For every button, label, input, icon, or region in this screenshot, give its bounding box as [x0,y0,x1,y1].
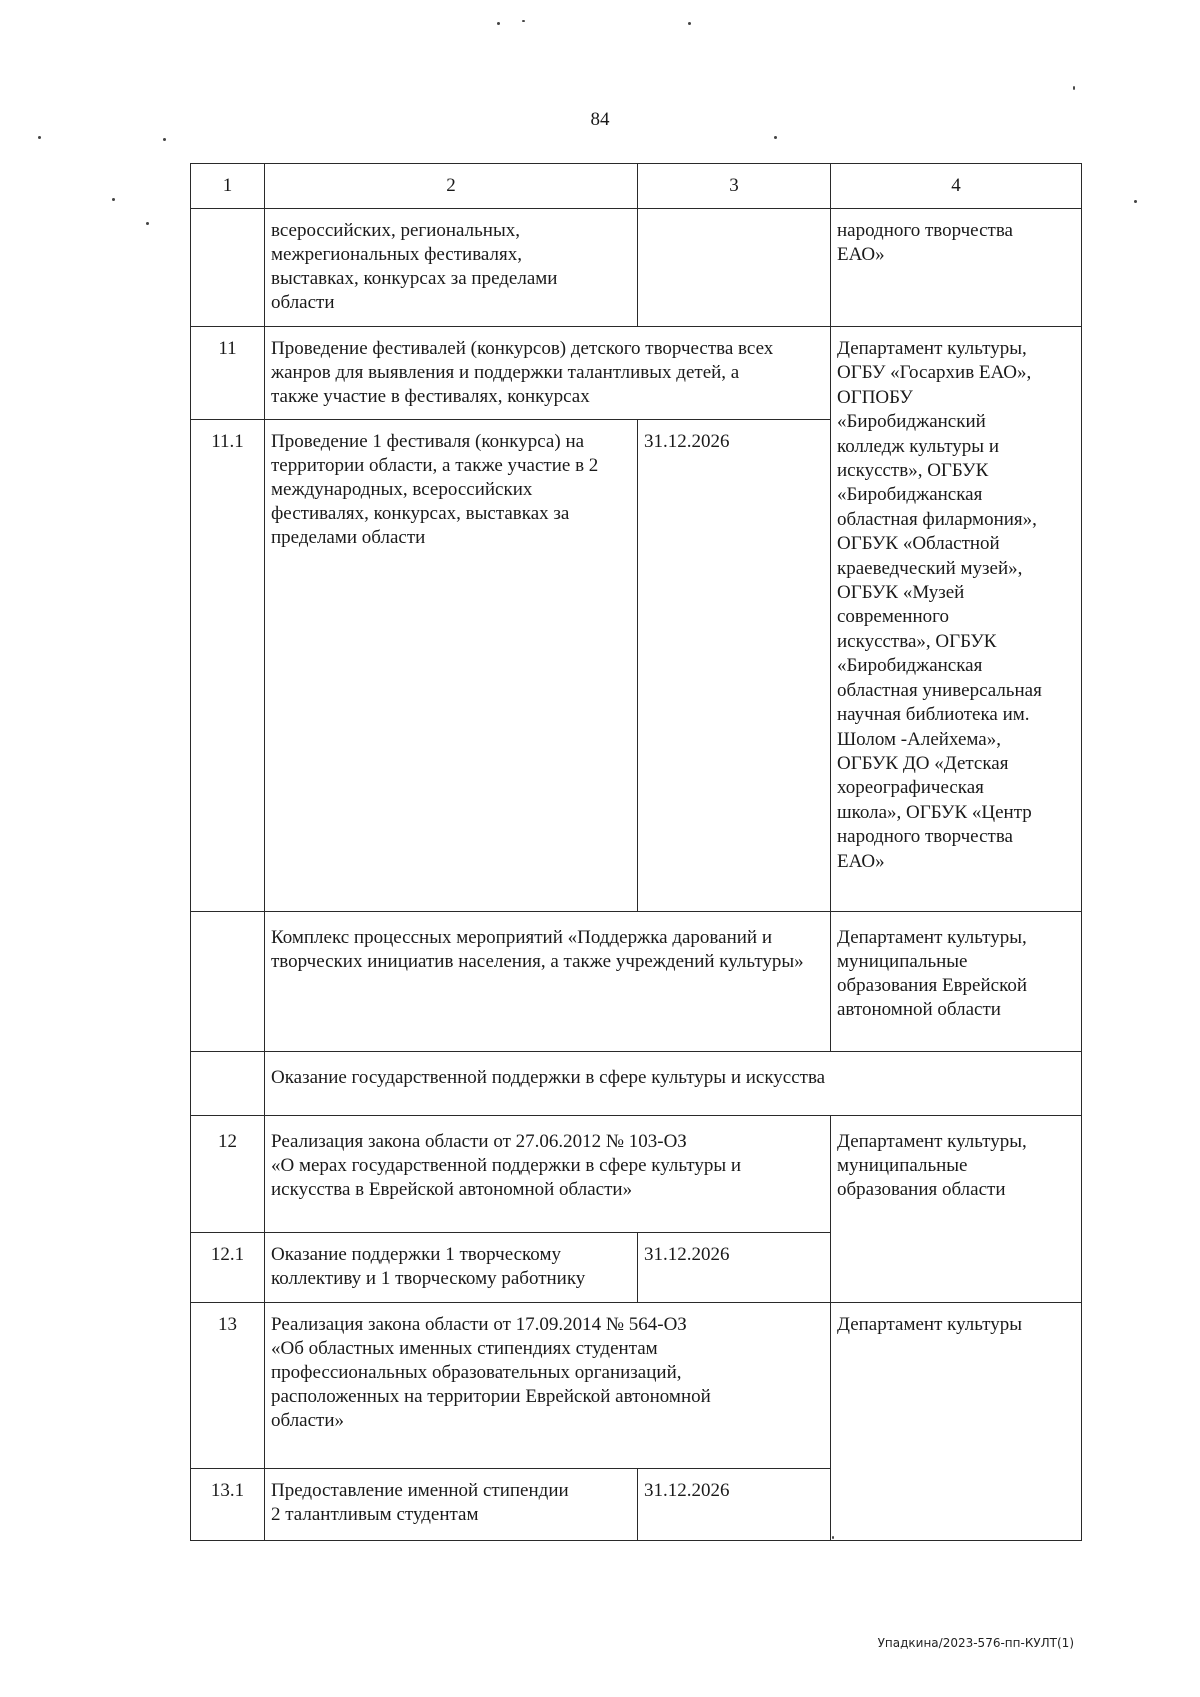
cell-num: 12.1 [191,1233,265,1303]
cell-num: 12 [191,1116,265,1233]
cell-num: 11 [191,327,265,420]
scan-speck [522,20,525,22]
cell-num: 13 [191,1303,265,1469]
cell-date: 31.12.2026 [638,420,831,912]
table-row-13 [191,1303,1082,1469]
cell-name: Реализация закона области от 27.06.2012 № 103-ОЗ «О мерах государственной поддержки в сфере культуры и искусства в Еврейской автономной области» [265,1116,831,1233]
cell-name: Проведение 1 фестиваля (конкурса) на территории области, а также участие в 2 международных, всероссийских фестивалях, конкурсах, выставках за пределами области [265,420,638,912]
scan-speck [146,222,149,225]
cell-name: Оказание поддержки 1 творческому коллективу и 1 творческому работнику [265,1233,638,1303]
header-col-2: 2 [265,164,638,209]
cell-num: 11.1 [191,420,265,912]
cell-name: Предоставление именной стипендии 2 талантливым студентам [265,1469,638,1541]
cell-name: Комплекс процессных мероприятий «Поддержка дарований и творческих инициатив населения, а также учреждений культуры» [265,912,831,1052]
cell-num [191,209,265,327]
scan-speck [1134,200,1137,203]
table-row-section [191,1052,1082,1116]
scan-speck [163,138,166,141]
cell-section-title: Оказание государственной поддержки в сфере культуры и искусства [265,1052,1082,1116]
scan-speck [112,198,115,201]
header-col-1: 1 [191,164,265,209]
scan-speck [774,136,777,139]
cell-executor: Департамент культуры [831,1303,1082,1541]
cell-name: Реализация закона области от 17.09.2014 № 564-ОЗ «Об областных именных стипендиях студентам профессиональных образовательных организаций, расположенных на территории Еврейской автономной области» [265,1303,831,1469]
cell-executor: Департамент культуры, муниципальные образования Еврейской автономной области [831,912,1082,1052]
cell-executor: народного творчества ЕАО» [831,209,1082,327]
page-number: 84 [590,109,610,130]
cell-date [638,209,831,327]
cell-date: 31.12.2026 [638,1469,831,1541]
scan-speck [1073,86,1075,90]
measures-table [190,163,1082,1541]
table-header-row [191,164,1082,209]
header-col-3: 3 [638,164,831,209]
table-row-complex [191,912,1082,1052]
cell-num [191,912,265,1052]
cell-executor: Департамент культуры, муниципальные образования области [831,1116,1082,1303]
table-row-11 [191,327,1082,420]
cell-name: Проведение фестивалей (конкурсов) детского творчества всех жанров для выявления и поддержки талантливых детей, а также участие в фестивалях, конкурсах [265,327,831,420]
cell-name: всероссийских, региональных, межрегиональных фестивалях, выставках, конкурсах за пределами области [265,209,638,327]
cell-num: 13.1 [191,1469,265,1541]
table-row-continuation [191,209,1082,327]
cell-date: 31.12.2026 [638,1233,831,1303]
header-col-4: 4 [831,164,1082,209]
cell-executor: Департамент культуры, ОГБУ «Госархив ЕАО», ОГПОБУ «Биробиджанский колледж культуры и искусств», ОГБУК «Биробиджанская областная филармония», ОГБУК «Областной краеведческий музей», ОГБУК «Музей современного искусства», ОГБУК «Биробиджанская областная универсальная научная библиотека им. Шолом -Алейхема», ОГБУК ДО «Детская хореографическая школа», ОГБУК «Центр народного творчества ЕАО» [831,327,1082,912]
cell-num [191,1052,265,1116]
document-code: Упадкина/2023-576-пп-КУЛТ(1) [877,1636,1074,1650]
table-row-12 [191,1116,1082,1233]
scan-speck [38,136,41,139]
scan-speck [688,22,691,25]
scan-speck [497,22,500,25]
